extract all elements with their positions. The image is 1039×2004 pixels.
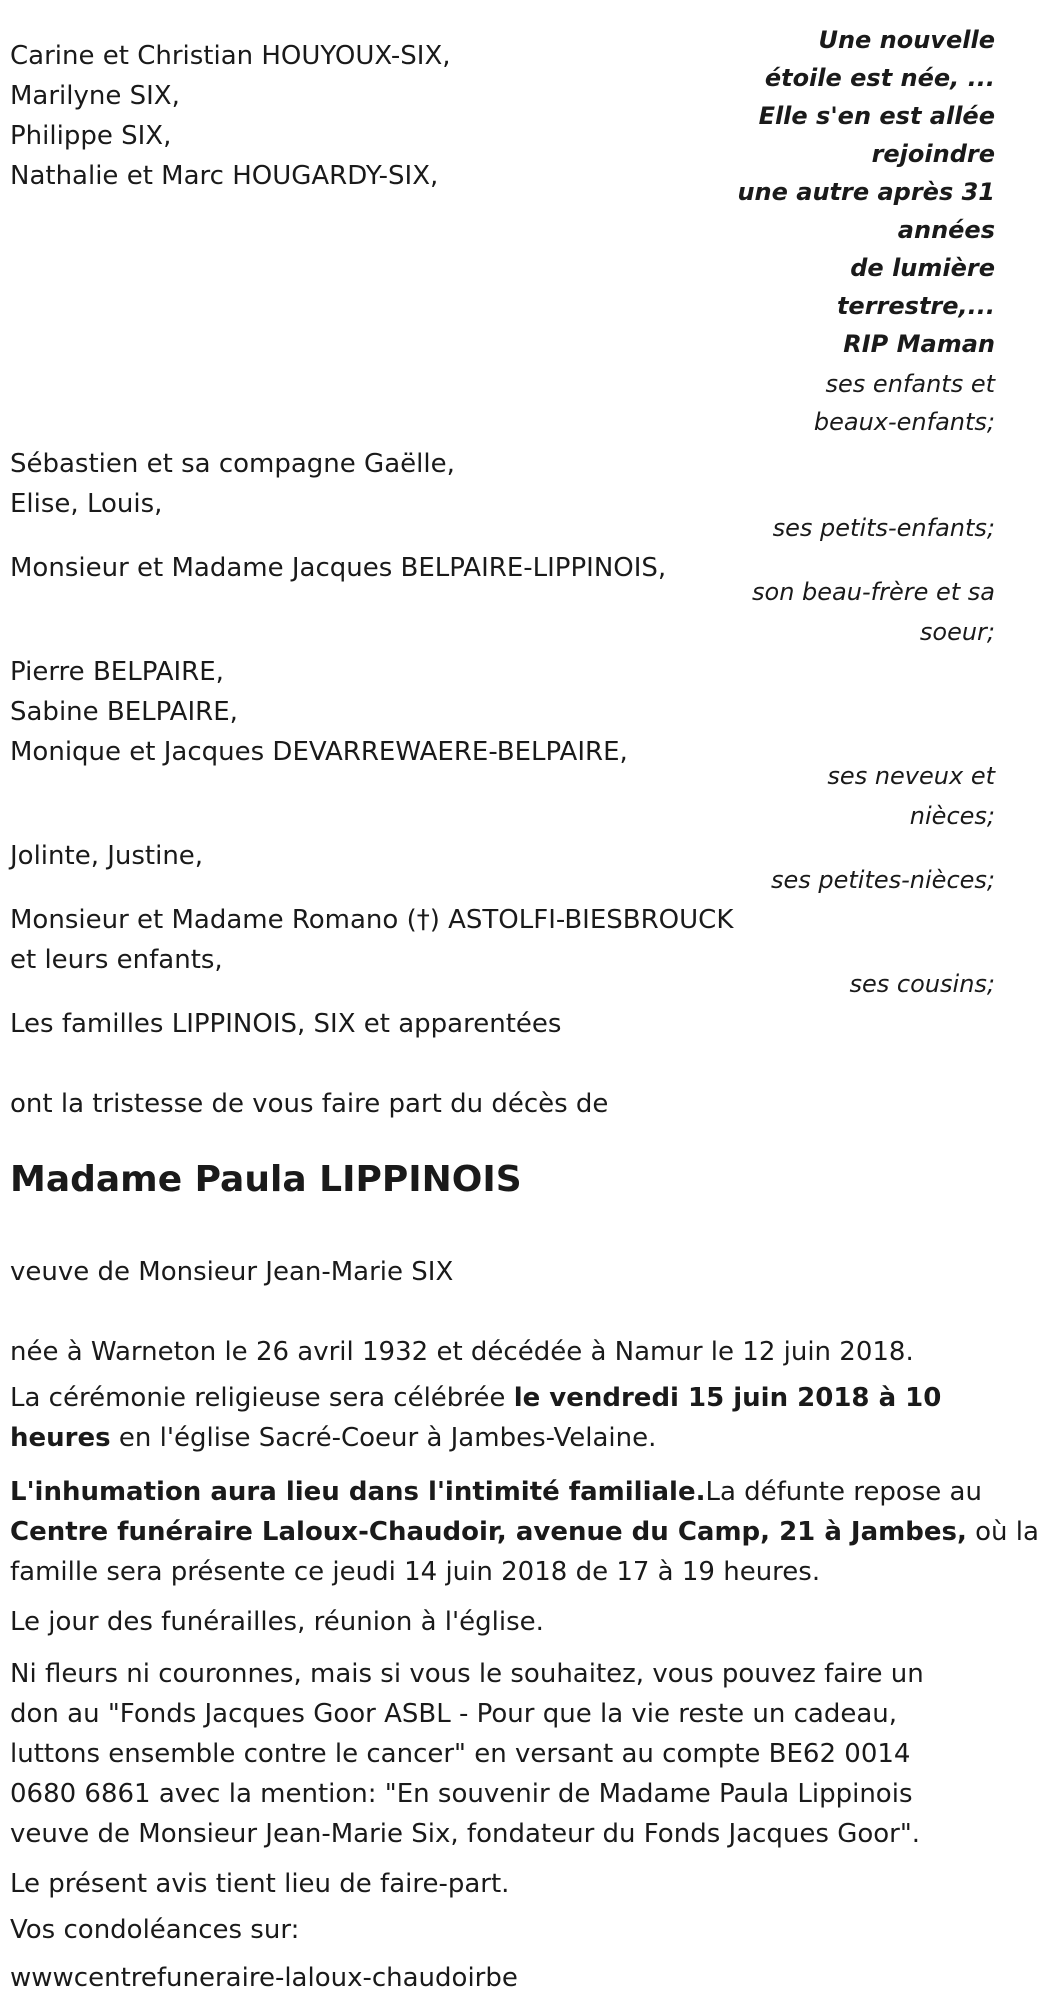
reunion-line: Le jour des funérailles, réunion à l'église. bbox=[10, 1607, 544, 1637]
family-member-name: Pierre BELPAIRE, bbox=[10, 657, 224, 687]
poem-line: de lumière bbox=[850, 254, 995, 282]
family-member-name: Marilyne SIX, bbox=[10, 81, 180, 111]
burial-line-1 bbox=[10, 1472, 982, 1512]
burial-rest-2: où la bbox=[966, 1517, 1039, 1547]
announcement-text: ont la tristesse de vous faire part du décès de bbox=[10, 1089, 609, 1119]
condolences-label: Vos condoléances sur: bbox=[10, 1915, 300, 1945]
family-member-name: Nathalie et Marc HOUGARDY-SIX, bbox=[10, 161, 439, 191]
burial-rest-1: La défunte repose au bbox=[705, 1477, 982, 1507]
ceremony-line-1 bbox=[10, 1378, 941, 1418]
family-role: ses petits-enfants; bbox=[772, 514, 995, 542]
burial-line-3: famille sera présente ce jeudi 14 juin 2018 de 17 à 19 heures. bbox=[10, 1557, 821, 1587]
family-member-name: Sabine BELPAIRE, bbox=[10, 697, 238, 727]
family-member-name: Jolinte, Justine, bbox=[10, 841, 204, 871]
poem-line: Une nouvelle bbox=[818, 26, 995, 54]
families-line: Les familles LIPPINOIS, SIX et apparentées bbox=[10, 1009, 562, 1039]
poem-line: années bbox=[897, 216, 995, 244]
website-link[interactable]: wwwcentrefuneraire-laloux-chaudoirbe bbox=[10, 1963, 518, 1993]
birth-death-line: née à Warneton le 26 avril 1932 et décédée à Namur le 12 juin 2018. bbox=[10, 1337, 914, 1367]
ceremony-date-2: heures bbox=[10, 1423, 111, 1453]
family-role: ses petites-nièces; bbox=[770, 866, 995, 894]
poem-line: rejoindre bbox=[871, 140, 995, 168]
family-member-name: Carine et Christian HOUYOUX-SIX, bbox=[10, 41, 451, 71]
poem-line: une autre après 31 bbox=[737, 178, 995, 206]
family-member-name: Sébastien et sa compagne Gaëlle, bbox=[10, 449, 455, 479]
family-member-name: et leurs enfants, bbox=[10, 945, 223, 975]
donation-line: luttons ensemble contre le cancer" en versant au compte BE62 0014 bbox=[10, 1739, 911, 1769]
donation-line: Ni fleurs ni couronnes, mais si vous le souhaitez, vous pouvez faire un bbox=[10, 1659, 924, 1689]
ceremony-line-2 bbox=[10, 1418, 656, 1458]
family-role: ses cousins; bbox=[849, 970, 995, 998]
ceremony-suffix: en l'église Sacré-Coeur à Jambes-Velaine. bbox=[110, 1423, 657, 1453]
deceased-name: Madame Paula LIPPINOIS bbox=[10, 1159, 522, 1200]
family-member-name: Monsieur et Madame Romano (†) ASTOLFI-BIESBROUCK bbox=[10, 905, 734, 935]
burial-line-2 bbox=[10, 1512, 1039, 1552]
family-role: beaux-enfants; bbox=[813, 408, 995, 436]
family-member-name: Elise, Louis, bbox=[10, 489, 163, 519]
notice-line: Le présent avis tient lieu de faire-part. bbox=[10, 1869, 510, 1899]
family-member-name: Monsieur et Madame Jacques BELPAIRE-LIPPINOIS, bbox=[10, 553, 667, 583]
poem-line: étoile est née, ... bbox=[764, 64, 995, 92]
donation-line: veuve de Monsieur Jean-Marie Six, fondateur du Fonds Jacques Goor". bbox=[10, 1819, 921, 1849]
family-role: ses neveux et bbox=[827, 762, 995, 790]
family-member-name: Philippe SIX, bbox=[10, 121, 172, 151]
family-role: nièces; bbox=[909, 802, 995, 830]
family-role: ses enfants et bbox=[825, 370, 995, 398]
burial-centre: Centre funéraire Laloux-Chaudoir, avenue du Camp, 21 à Jambes, bbox=[10, 1517, 967, 1547]
poem-line: terrestre,... bbox=[836, 292, 995, 320]
ceremony-date-1: le vendredi 15 juin 2018 à 10 bbox=[513, 1383, 942, 1413]
poem-line: Elle s'en est allée bbox=[758, 102, 995, 130]
donation-line: don au "Fonds Jacques Goor ASBL - Pour que la vie reste un cadeau, bbox=[10, 1699, 898, 1729]
widow-of-line: veuve de Monsieur Jean-Marie SIX bbox=[10, 1257, 454, 1287]
family-member-name: Monique et Jacques DEVARREWAERE-BELPAIRE, bbox=[10, 737, 628, 767]
burial-bold: L'inhumation aura lieu dans l'intimité familiale. bbox=[10, 1477, 706, 1507]
family-role: soeur; bbox=[919, 618, 995, 646]
poem-line: RIP Maman bbox=[843, 330, 995, 358]
donation-line: 0680 6861 avec la mention: "En souvenir de Madame Paula Lippinois bbox=[10, 1779, 913, 1809]
family-role: son beau-frère et sa bbox=[752, 578, 995, 606]
ceremony-prefix: La cérémonie religieuse sera célébrée bbox=[10, 1383, 514, 1413]
